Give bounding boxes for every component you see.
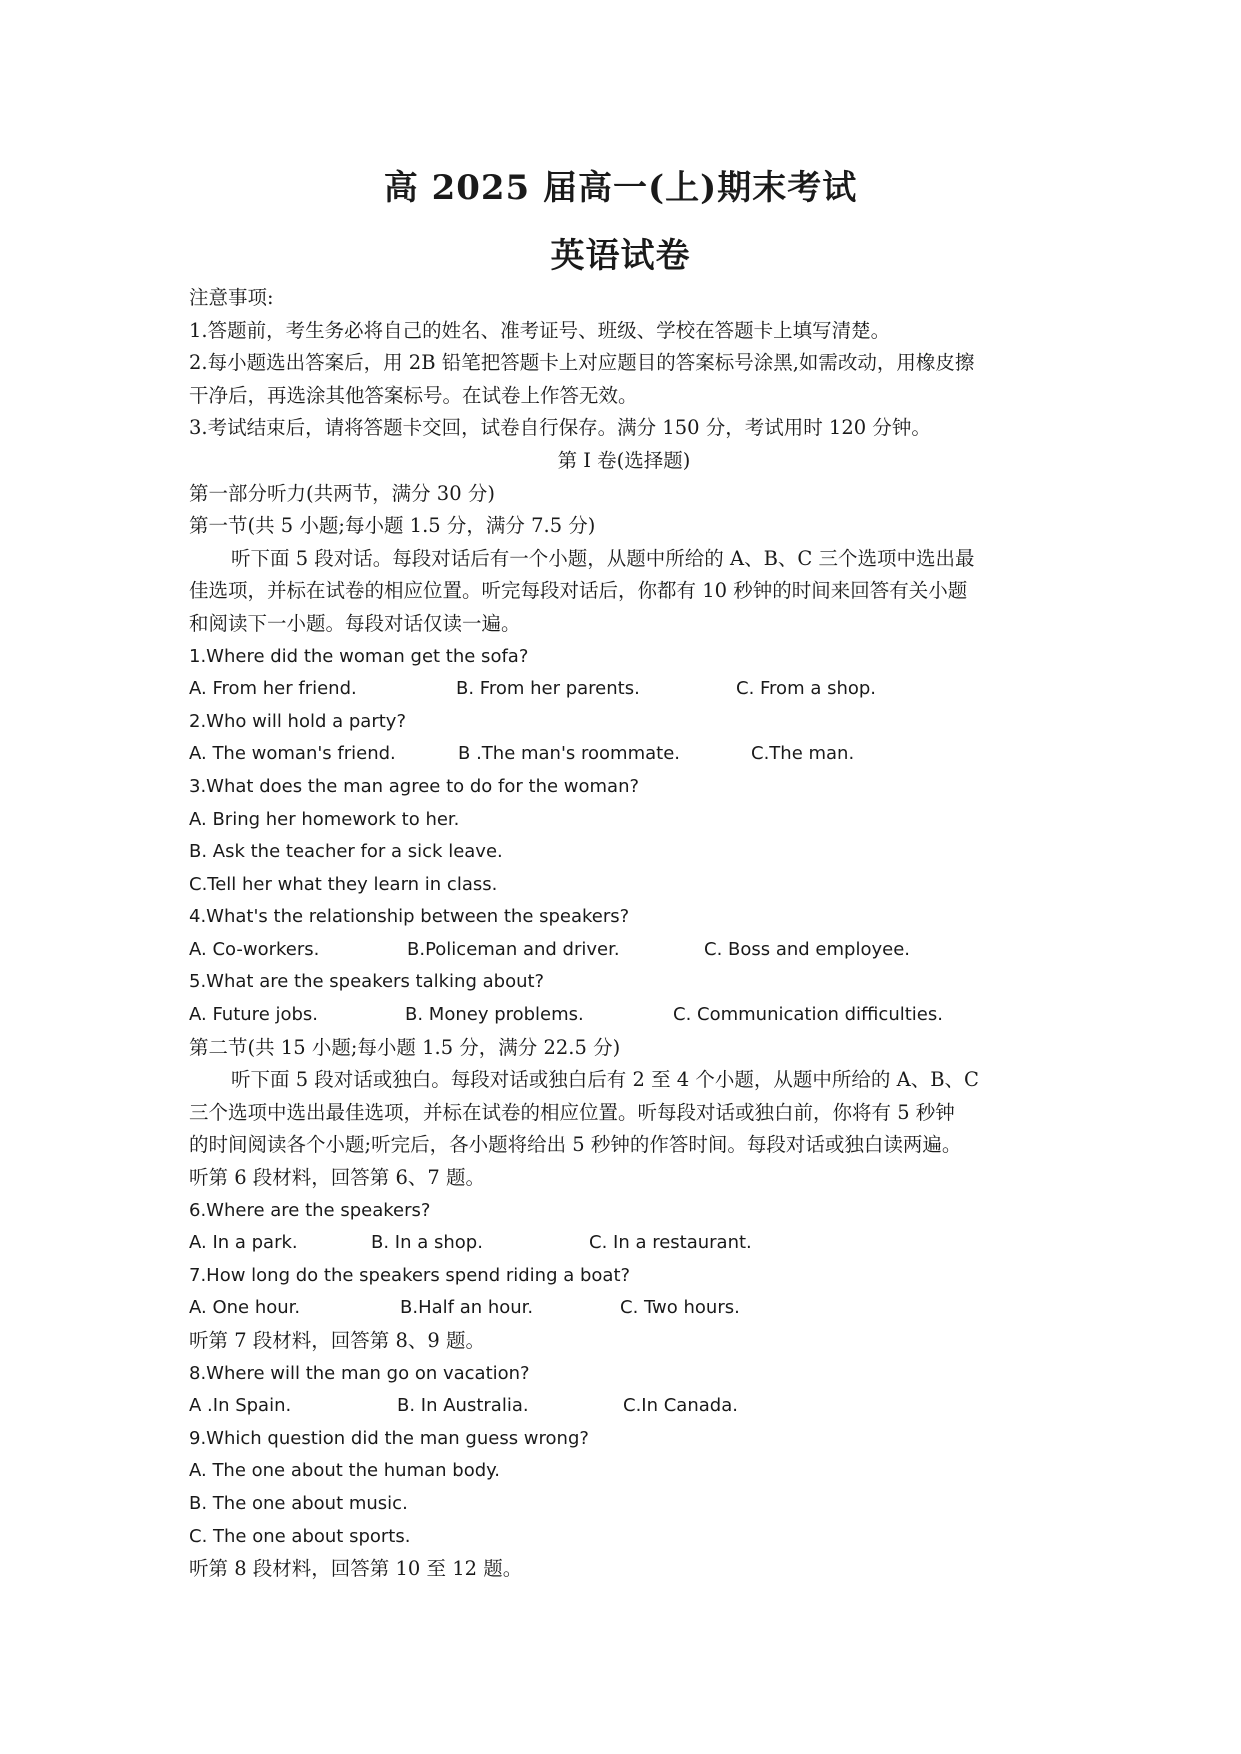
note-item: 3.考试结束后，请将答题卡交回，试卷自行保存。满分 150 分，考试用时 120 分钟。 bbox=[189, 416, 931, 440]
options-6 bbox=[189, 1227, 1059, 1260]
note-item: 2.每小题选出答案后，用 2B 铅笔把答题卡上对应题目的答案标号涂黑,如需改动，用橡皮擦 bbox=[189, 351, 975, 375]
option-b: B. The one about music. bbox=[189, 1492, 408, 1514]
option-b: B. Money problems. bbox=[405, 1004, 584, 1026]
question-8: 8.Where will the man go on vacation? bbox=[189, 1362, 530, 1384]
exam-title: 高 2025 届高一(上)期末考试 bbox=[383, 168, 858, 208]
volume-heading: 第 I 卷(选择题) bbox=[557, 448, 691, 472]
option-a: A .In Spain. bbox=[189, 1395, 292, 1417]
question-6: 6.Where are the speakers? bbox=[189, 1199, 431, 1221]
material-heading: 听第 8 段材料，回答第 10 至 12 题。 bbox=[189, 1557, 523, 1581]
options-4 bbox=[189, 934, 1059, 967]
part-heading: 第一部分听力(共两节，满分 30 分) bbox=[189, 481, 495, 505]
option-c: C. The one about sports. bbox=[189, 1525, 411, 1547]
option-a: A. In a park. bbox=[189, 1232, 298, 1254]
exam-subtitle: 英语试卷 bbox=[550, 236, 691, 276]
option-b: B.Policeman and driver. bbox=[407, 938, 620, 960]
exam-body bbox=[189, 282, 1059, 1586]
option-a: A. Future jobs. bbox=[189, 1004, 319, 1026]
notes-heading: 注意事项: bbox=[189, 286, 274, 309]
option-c: C. In a restaurant. bbox=[589, 1232, 752, 1254]
question-3: 3.What does the man agree to do for the woman? bbox=[189, 775, 640, 797]
option-b: B.Half an hour. bbox=[400, 1297, 534, 1319]
option-c: C. Two hours. bbox=[620, 1297, 740, 1319]
section1-instruction: 佳选项，并标在试卷的相应位置。听完每段对话后，你都有 10 秒钟的时间来回答有关小题 bbox=[189, 579, 968, 603]
option-c: C. Boss and employee. bbox=[704, 938, 911, 960]
option-a: A. From her friend. bbox=[189, 678, 357, 700]
section2-heading: 第二节(共 15 小题;每小题 1.5 分，满分 22.5 分) bbox=[189, 1035, 621, 1059]
option-c: C.The man. bbox=[751, 743, 855, 765]
option-a: A. Bring her homework to her. bbox=[189, 808, 460, 830]
material-heading: 听第 6 段材料，回答第 6、7 题。 bbox=[189, 1166, 486, 1190]
option-a: A. One hour. bbox=[189, 1297, 301, 1319]
option-b: B. Ask the teacher for a sick leave. bbox=[189, 841, 503, 863]
section2-instruction: 三个选项中选出最佳选项，并标在试卷的相应位置。听每段对话或独白前，你将有 5 秒钟 bbox=[189, 1100, 955, 1124]
section2-instruction: 的时间阅读各个小题;听完后，各小题将给出 5 秒钟的作答时间。每段对话或独白读两遍。 bbox=[189, 1133, 962, 1157]
option-b: B. From her parents. bbox=[456, 678, 640, 700]
question-1: 1.Where did the woman get the sofa? bbox=[189, 645, 529, 667]
note-item: 干净后，再选涂其他答案标号。在试卷上作答无效。 bbox=[189, 383, 638, 407]
question-7: 7.How long do the speakers spend riding a boat? bbox=[189, 1264, 631, 1286]
option-b: B .The man's roommate. bbox=[458, 743, 680, 765]
options-1 bbox=[189, 673, 1059, 706]
option-a: A. The one about the human body. bbox=[189, 1460, 500, 1482]
section1-heading: 第一节(共 5 小题;每小题 1.5 分，满分 7.5 分) bbox=[189, 514, 596, 538]
option-c: C.Tell her what they learn in class. bbox=[189, 873, 498, 895]
option-b: B. In Australia. bbox=[397, 1395, 529, 1417]
option-c: C. From a shop. bbox=[736, 678, 877, 700]
section1-instruction: 听下面 5 段对话。每段对话后有一个小题，从题中所给的 A、B、C 三个选项中选出最 bbox=[231, 546, 975, 570]
option-c: C. Communication difficulties. bbox=[673, 1004, 943, 1026]
option-a: A. The woman's friend. bbox=[189, 743, 396, 765]
option-c: C.In Canada. bbox=[623, 1395, 738, 1417]
options-8 bbox=[189, 1390, 1059, 1423]
material-heading: 听第 7 段材料，回答第 8、9 题。 bbox=[189, 1329, 486, 1352]
question-5: 5.What are the speakers talking about? bbox=[189, 971, 545, 993]
option-a: A. Co-workers. bbox=[189, 938, 320, 960]
section1-instruction: 和阅读下一小题。每段对话仅读一遍。 bbox=[189, 611, 521, 635]
options-5 bbox=[189, 999, 1059, 1032]
options-2 bbox=[189, 738, 1059, 771]
note-item: 1.答题前，考生务必将自己的姓名、准考证号、班级、学校在答题卡上填写清楚。 bbox=[189, 318, 891, 342]
option-b: B. In a shop. bbox=[371, 1232, 483, 1254]
question-2: 2.Who will hold a party? bbox=[189, 710, 407, 732]
question-4: 4.What's the relationship between the speakers? bbox=[189, 906, 630, 928]
section2-instruction: 听下面 5 段对话或独白。每段对话或独白后有 2 至 4 个小题，从题中所给的 A、B、C bbox=[231, 1068, 979, 1092]
options-7 bbox=[189, 1292, 1059, 1325]
question-9: 9.Which question did the man guess wrong? bbox=[189, 1427, 589, 1449]
